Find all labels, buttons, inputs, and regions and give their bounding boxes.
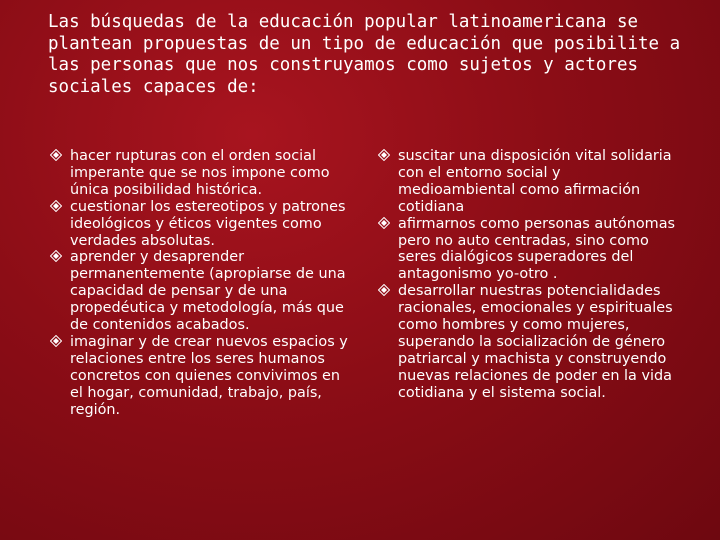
- list-item-text: hacer rupturas con el orden social imperante que se nos impone como única posibilidad histórica.: [70, 148, 330, 198]
- list-item-text: suscitar una disposición vital solidaria con el entorno social y medioambiental como afirmación cotidiana: [398, 148, 672, 215]
- list-item-text: imaginar y de crear nuevos espacios y relaciones entre los seres humanos concretos con quienes convivimos en el hogar, comunidad, trabajo, país, región.: [70, 333, 348, 418]
- diamond-bullet-icon: [50, 200, 62, 212]
- list-item: [50, 249, 350, 334]
- list-item: [378, 283, 678, 401]
- left-bullet-list: [50, 148, 350, 419]
- right-column: [378, 148, 678, 402]
- list-item: [378, 148, 678, 216]
- left-column: [50, 148, 350, 419]
- diamond-bullet-icon: [50, 335, 62, 347]
- list-item: [50, 148, 350, 199]
- diamond-bullet-icon: [378, 217, 390, 229]
- list-item-text: desarrollar nuestras potencialidades racionales, emocionales y espirituales como hombres y como mujeres, superando la socialización de género patriarcal y machista y construyendo nuevas relaciones de poder en la vida cotidiana y el sistema social.: [398, 283, 673, 401]
- list-item-text: aprender y desaprender permanentemente (apropiarse de una capacidad de pensar y de una propedéutica y metodología, más que de contenidos acabados.: [70, 249, 346, 334]
- diamond-bullet-icon: [50, 149, 62, 161]
- list-item: [50, 199, 350, 250]
- list-item: [378, 216, 678, 284]
- diamond-bullet-icon: [378, 284, 390, 296]
- diamond-bullet-icon: [50, 250, 62, 262]
- diamond-bullet-icon: [378, 149, 390, 161]
- list-item-text: afirmarnos como personas autónomas pero no auto centradas, sino como seres dialógicos superadores del antagonismo yo-otro .: [398, 215, 676, 283]
- list-item-text: cuestionar los estereotipos y patrones ideológicos y éticos vigentes como verdades absolutas.: [70, 198, 346, 249]
- slide-title: Las búsquedas de la educación popular latinoamericana se plantean propuestas de un tipo de educación que posibilite a las personas que nos construyamos como sujetos y actores sociales capaces de:: [48, 12, 681, 97]
- right-bullet-list: [378, 148, 678, 402]
- list-item: [50, 334, 350, 419]
